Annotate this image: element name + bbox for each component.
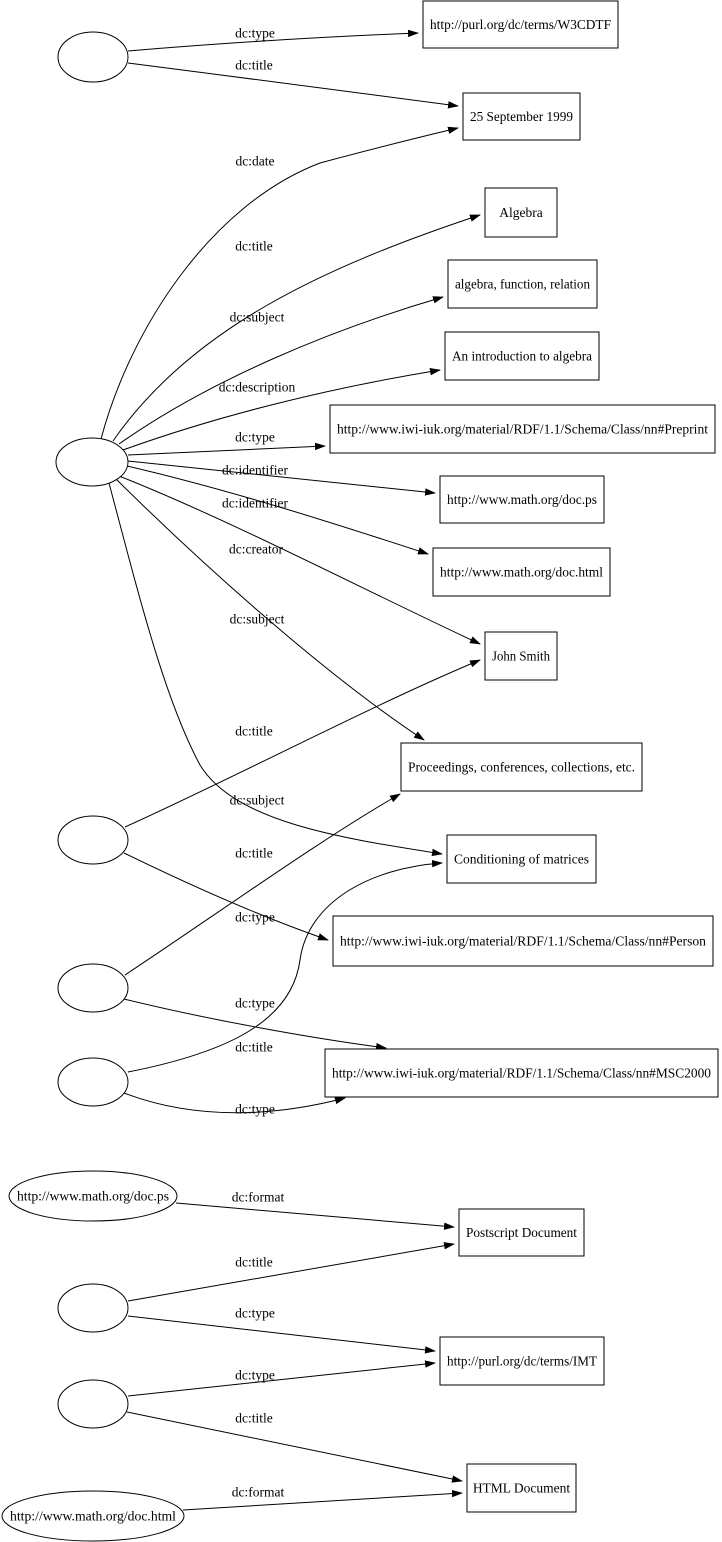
edge-doc-subject-3-label: dc:subject: [229, 792, 285, 808]
blank-node-date: [58, 32, 128, 82]
blank-node-msc-2: [58, 1058, 128, 1106]
edge-doc-subject-1-label: dc:subject: [229, 309, 285, 325]
edge-doc-subject-2: [116, 479, 424, 740]
box-john-smith-label: John Smith: [492, 648, 551, 664]
edge-doc-creator-label: dc:creator: [229, 541, 283, 557]
box-person-label: http://www.iwi-iuk.org/material/RDF/1.1/Schema/Class/nn#Person: [340, 933, 707, 949]
edge-docps-format-label: dc:format: [231, 1189, 285, 1205]
edge-fmtps-type: [128, 1316, 435, 1351]
box-preprint-label: http://www.iwi-iuk.org/material/RDF/1.1/Schema/Class/nn#Preprint: [337, 421, 709, 437]
edge-fmthtml-type-label: dc:type: [235, 1367, 275, 1383]
edge-person-title-label: dc:title: [235, 723, 273, 739]
uri-node-doc-html-label: http://www.math.org/doc.html: [10, 1508, 177, 1524]
edge-msc2-title: [128, 863, 442, 1072]
edge-doc-subject-2-label: dc:subject: [229, 611, 285, 627]
uri-node-doc-ps-label: http://www.math.org/doc.ps: [17, 1188, 169, 1204]
edge-date-type-label: dc:type: [235, 25, 275, 41]
nodes-layer: [2, 1, 718, 1541]
edge-fmthtml-type: [128, 1363, 435, 1396]
edge-person-type-label: dc:type: [235, 909, 275, 925]
box-keywords-label: algebra, function, relation: [455, 276, 591, 292]
blank-node-format-html: [58, 1380, 128, 1428]
box-proceedings-label: Proceedings, conferences, collections, etc.: [408, 759, 635, 775]
edge-msc1-title-label: dc:title: [235, 845, 273, 861]
edge-msc2-title-label: dc:title: [235, 1039, 273, 1055]
edge-date-title: [128, 63, 458, 106]
edge-date-title-label: dc:title: [235, 57, 273, 73]
box-doc-html-label: http://www.math.org/doc.html: [440, 564, 604, 580]
box-date-label: 25 September 1999: [470, 109, 574, 124]
box-imt-label: http://purl.org/dc/terms/IMT: [447, 1353, 598, 1369]
edge-doc-description-label: dc:description: [218, 379, 296, 395]
edge-doc-title-label: dc:title: [235, 238, 273, 254]
box-algebra-label: Algebra: [499, 205, 543, 220]
box-html-document-label: HTML Document: [472, 1480, 571, 1496]
box-w3cdtf-label: http://purl.org/dc/terms/W3CDTF: [430, 17, 612, 32]
edge-msc1-type-label: dc:type: [235, 995, 275, 1011]
edge-fmthtml-title: [127, 1412, 462, 1481]
edge-dochtml-format: [183, 1493, 462, 1510]
blank-node-msc-1: [58, 964, 128, 1012]
edge-fmtps-type-label: dc:type: [235, 1305, 275, 1321]
edge-doc-type-label: dc:type: [235, 429, 275, 445]
edge-fmtps-title: [128, 1244, 454, 1301]
edge-doc-date-label: dc:date: [235, 153, 275, 169]
edge-docps-format: [176, 1203, 454, 1227]
edge-doc-creator: [119, 476, 480, 644]
edge-doc-identifier-2-label: dc:identifier: [222, 495, 288, 511]
box-conditioning-label: Conditioning of matrices: [454, 851, 589, 867]
box-description-label: An introduction to algebra: [452, 348, 593, 364]
edge-doc-type: [128, 446, 325, 455]
document-node: [56, 438, 128, 486]
blank-node-format-ps: [58, 1284, 128, 1332]
edge-msc2-type-label: dc:type: [235, 1101, 275, 1117]
edge-fmtps-title-label: dc:title: [235, 1254, 273, 1270]
box-msc2000-label: http://www.iwi-iuk.org/material/RDF/1.1/Schema/Class/nn#MSC2000: [332, 1065, 712, 1081]
edge-dochtml-format-label: dc:format: [231, 1484, 285, 1500]
blank-node-person: [58, 816, 128, 864]
box-ps-document-label: Postscript Document: [466, 1225, 578, 1240]
box-doc-ps-label: http://www.math.org/doc.ps: [447, 492, 597, 507]
edge-person-type: [124, 853, 328, 940]
edge-fmthtml-title-label: dc:title: [235, 1410, 273, 1426]
edge-doc-identifier-1-label: dc:identifier: [222, 462, 288, 478]
